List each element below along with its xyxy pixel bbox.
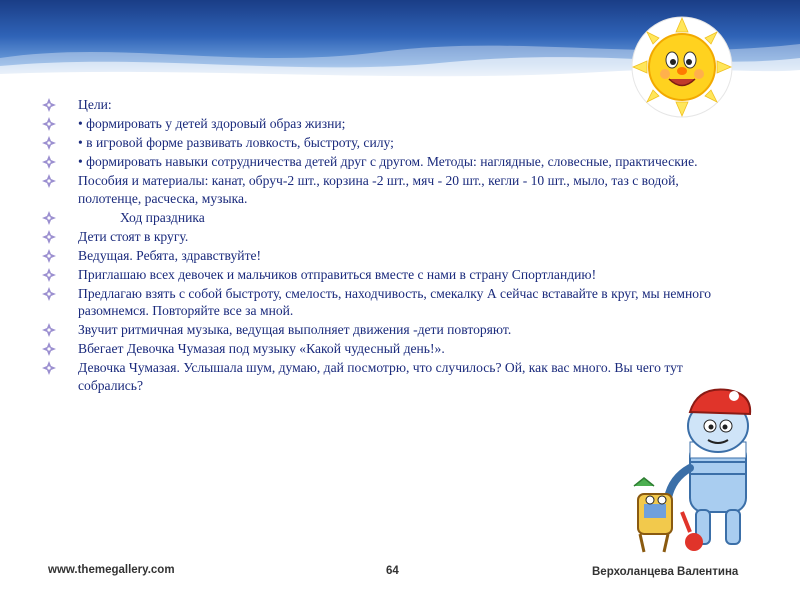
diamond-bullet-icon — [42, 323, 56, 337]
diamond-bullet-icon — [42, 230, 56, 244]
list-item-text: Пособия и материалы: канат, обруч-2 шт., корзина -2 шт., мяч - 20 шт., кегли - 10 шт., мыло, таз с водой, полотенце, расческа, музыка. — [78, 173, 679, 206]
diamond-bullet-icon — [42, 268, 56, 282]
diamond-bullet-icon — [42, 342, 56, 356]
diamond-bullet-icon — [42, 136, 56, 150]
diamond-bullet-icon — [42, 249, 56, 263]
diamond-bullet-icon — [42, 155, 56, 169]
list-item-text: Вбегает Девочка Чумазая под музыку «Какой чудесный день!». — [78, 341, 445, 356]
list-item — [38, 247, 738, 265]
list-item — [38, 285, 738, 320]
footer-website: www.themegallery.com — [48, 564, 175, 576]
list-item-text: • формировать навыки сотрудничества детей друг с другом. Методы: наглядные, словесные, практические. — [78, 154, 698, 169]
cartoon-characters-illustration — [628, 382, 778, 572]
page-number: 64 — [386, 565, 399, 577]
list-item-text: Ход праздника — [120, 209, 205, 225]
list-item-text: Дети стоят в кругу. — [78, 228, 189, 244]
diamond-bullet-icon — [42, 361, 56, 375]
bullet-list — [38, 96, 738, 396]
list-item-text: Приглашаю всех девочек и мальчиков отправиться вместе с нами в страну Спортландию! — [78, 266, 597, 282]
footer-author: Верхоланцева Валентина — [592, 566, 739, 578]
list-item — [38, 172, 738, 207]
list-item — [38, 266, 738, 284]
list-item-text: Девочка Чумазая. Услышала шум, думаю, дай посмотрю, что случилось? Ой, как вас много. Вы чего тут собрались? — [78, 360, 683, 393]
diamond-bullet-icon — [42, 211, 56, 225]
diamond-bullet-icon — [42, 98, 56, 112]
diamond-bullet-icon — [42, 117, 56, 131]
list-item-text: Предлагаю взять с собой быстроту, смелость, находчивость, смекалку А сейчас вставайте в круг, мы немного разомнемся. Повторяйте все за мной. — [78, 285, 712, 318]
list-item — [38, 228, 738, 246]
list-item-text: Ведущая. Ребята, здравствуйте! — [78, 247, 262, 263]
list-item-text: • формировать у детей здоровый образ жизни; — [78, 116, 346, 131]
list-item — [38, 134, 738, 152]
list-item — [38, 115, 738, 133]
list-item — [38, 96, 738, 114]
list-item — [38, 321, 738, 339]
list-item — [38, 153, 738, 171]
list-item — [38, 340, 738, 358]
diamond-bullet-icon — [42, 174, 56, 188]
list-item-text: Цели: — [78, 97, 112, 112]
list-item-text: Звучит ритмичная музыка, ведущая выполняет движения -дети повторяют. — [78, 322, 512, 337]
list-item-text: • в игровой форме развивать ловкость, быстроту, силу; — [78, 135, 394, 150]
list-item — [38, 209, 738, 227]
diamond-bullet-icon — [42, 287, 56, 301]
